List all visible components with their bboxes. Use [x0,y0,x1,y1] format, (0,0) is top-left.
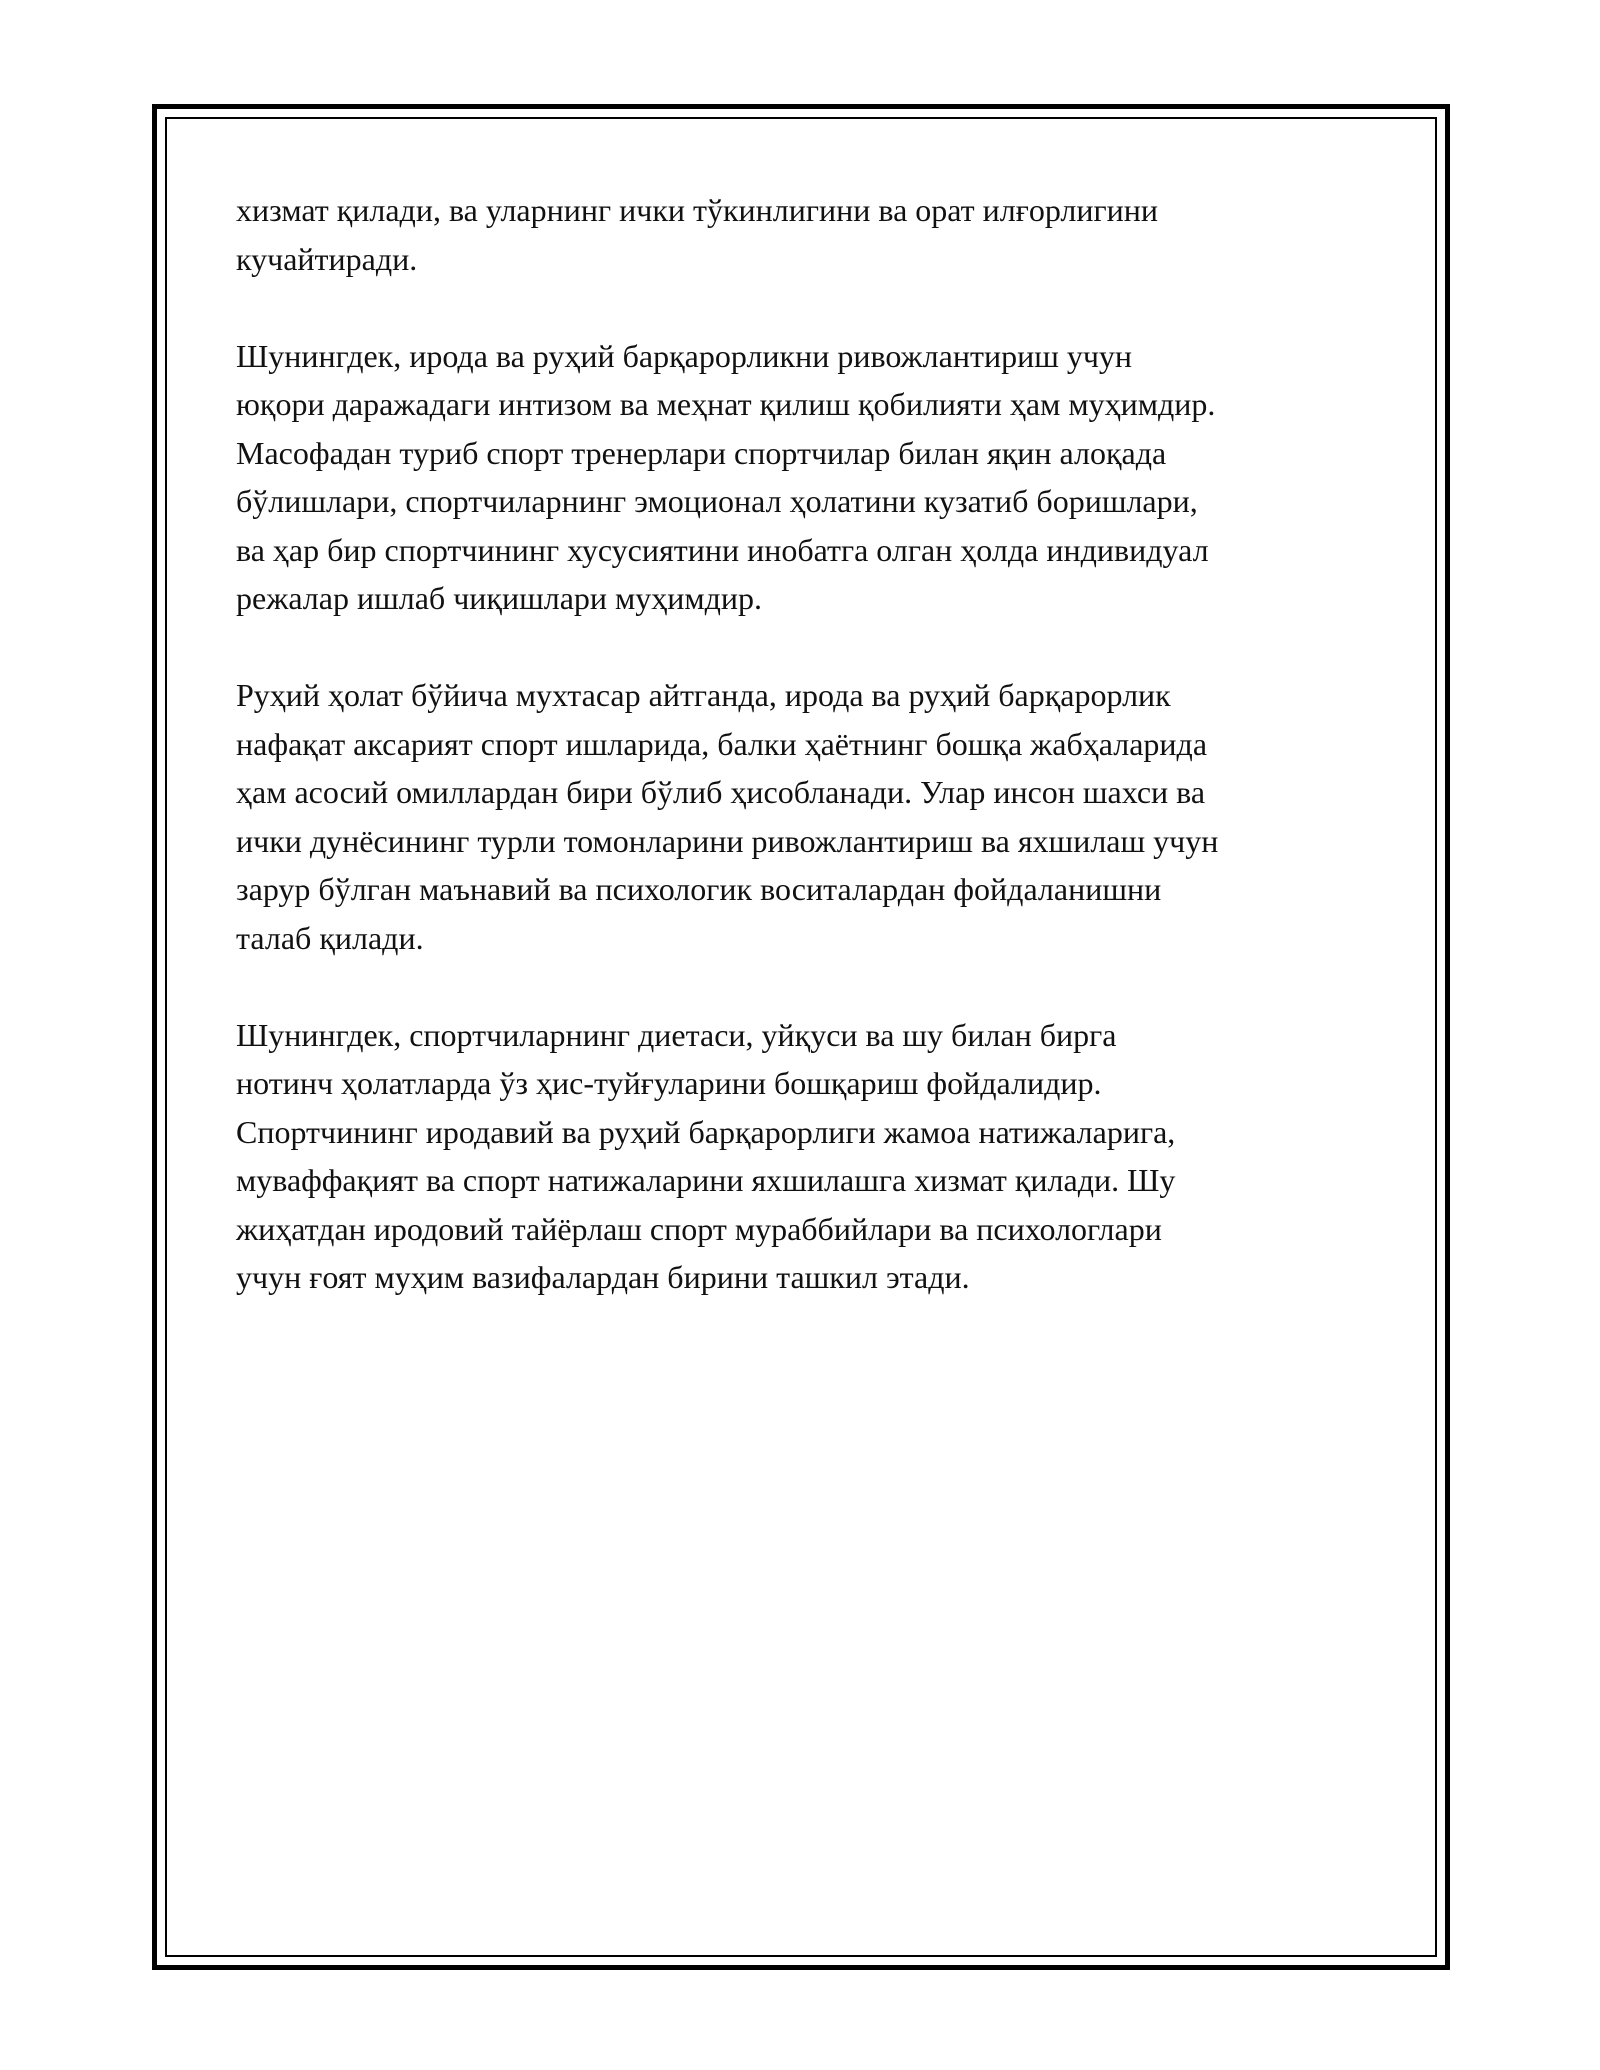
text-line: Масофадан туриб спорт тренерлари спортчилар билан яқин алоқада [236,434,1167,471]
text-line: зарур бўлган маънавий ва психологик воситалардан фойдаланишни [236,871,1162,907]
text-line: кучайтиради. [236,240,418,277]
paragraph-3 [236,671,1366,962]
text-line: хизмат қилади, ва уларнинг ички тўкинлигини ва орат илғорлигини [236,192,1159,228]
text-line: ички дунёсининг турли томонларини ривожлантириш ва яхшилаш учун [236,822,1219,859]
text-line: юқори даражадаги интизом ва меҳнат қилиш қобилияти ҳам муҳимдир. [236,386,1216,422]
paragraph-2 [236,332,1366,623]
text-line: талаб қилади. [236,919,424,956]
text-line: бўлишлари, спортчиларнинг эмоционал ҳолатини кузатиб боришлари, [236,483,1198,519]
text-line: Руҳий ҳолат бўйича мухтасар айтганда, ирода ва руҳий барқарорлик [236,677,1171,713]
text-line: режалар ишлаб чиқишлари муҳимдир. [236,580,763,616]
text-line: нотинч ҳолатларда ўз ҳис-туйғуларини бошқариш фойдалидир. [236,1065,1102,1101]
text-line: Шунингдек, спортчиларнинг диетаси, уйқуси ва шу билан бирга [236,1016,1117,1053]
text-line: Спортчининг иродавий ва руҳий барқарорлиги жамоа натижаларига, [236,1113,1176,1150]
text-line: учун ғоят муҳим вазифалардан бирини ташкил этади. [236,1259,970,1295]
paragraph-1 [236,186,1366,283]
text-line: Шунингдек, ирода ва руҳий барқарорликни ривожлантириш учун [236,337,1133,374]
text-line: ва ҳар бир спортчининг хусусиятини инобатга олган ҳолда индивидуал [236,531,1209,568]
text-line: муваффақият ва спорт натижаларини яхшилашга хизмат қилади. Шу [236,1162,1176,1198]
text-line: нафақат аксарият спорт ишларида, балки ҳаётнинг бошқа жабҳаларида [236,725,1208,762]
text-line: ҳам асосий омиллардан бири бўлиб ҳисобланади. Улар инсон шахси ва [236,774,1206,810]
document-body [236,186,1366,1350]
paragraph-4 [236,1011,1366,1302]
text-line: жиҳатдан иродовий тайёрлаш спорт мураббийлари ва психологлари [236,1210,1162,1247]
